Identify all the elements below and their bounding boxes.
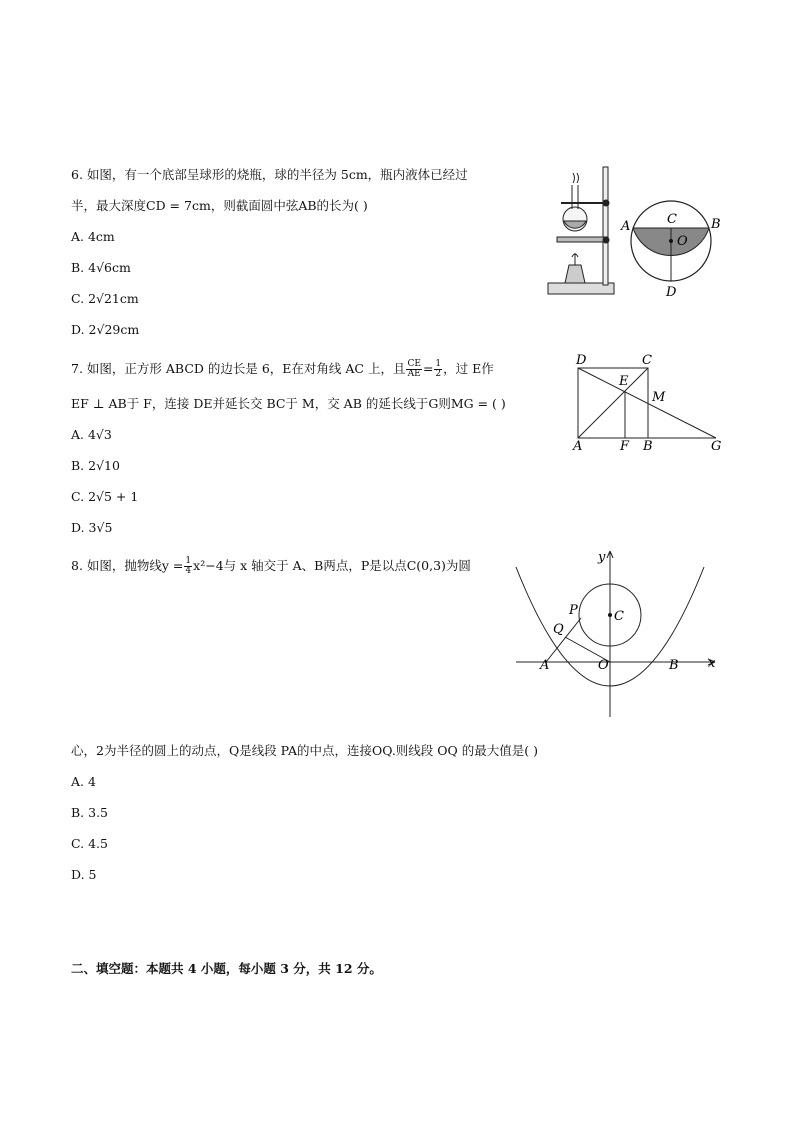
label-x: x bbox=[708, 656, 716, 671]
label-b: B bbox=[669, 658, 679, 673]
q8-text-line2: 心，2为半径的圆上的动点，Q是线段 PA的中点，连接OQ.则线段 OQ 的最大值是( ) bbox=[71, 743, 538, 758]
q7-line1-pre: 7. 如图，正方形 ABCD 的边长是 6，E在对角线 AC 上，且 bbox=[71, 361, 406, 376]
q6-option-c: C. 2√21cm bbox=[71, 291, 139, 306]
label-d: D bbox=[666, 285, 677, 300]
label-o: O bbox=[677, 234, 688, 249]
q7-text-line1 bbox=[71, 360, 494, 379]
q8-coef-fraction: $\frac{1}{4}$ bbox=[185, 556, 192, 576]
label-a: A bbox=[621, 219, 631, 234]
section-2-heading: 二、填空题：本题共 4 小题，每小题 3 分，共 12 分。 bbox=[71, 961, 382, 976]
label-a: A bbox=[540, 658, 550, 673]
label-q: Q bbox=[553, 622, 564, 637]
q7-option-d: D. 3√5 bbox=[71, 520, 113, 535]
diagonal-ac bbox=[578, 368, 648, 438]
label-c: C bbox=[614, 609, 624, 624]
label-g: G bbox=[711, 439, 722, 454]
center-point bbox=[669, 239, 673, 243]
q7-option-c: C. 2√5 + 1 bbox=[71, 489, 139, 504]
q6-option-a: A. 4cm bbox=[71, 229, 115, 244]
label-b: B bbox=[711, 217, 721, 232]
point-c bbox=[608, 613, 612, 617]
label-p: P bbox=[569, 603, 578, 618]
label-a: A bbox=[573, 439, 583, 454]
q8-option-a: A. 4 bbox=[71, 774, 96, 789]
label-y: y bbox=[598, 550, 606, 565]
q8-option-b: B. 3.5 bbox=[71, 805, 109, 820]
label-o: O bbox=[598, 658, 609, 673]
q6-text-line2: 半，最大深度CD = 7cm，则截面圆中弦AB的长为( ) bbox=[71, 198, 368, 213]
retort-stand bbox=[548, 167, 614, 294]
q6-text-line1: 6. 如图，有一个底部呈球形的烧瓶，球的半径为 5cm，瓶内液体已经过 bbox=[71, 167, 468, 182]
q6-option-d: D. 2√29cm bbox=[71, 322, 140, 337]
q7-option-b: B. 2√10 bbox=[71, 458, 120, 473]
q7-half-fraction: $\frac{1}{2}$ bbox=[435, 359, 442, 379]
q7-equals: = bbox=[422, 361, 434, 376]
q8-option-c: C. 4.5 bbox=[71, 836, 108, 851]
label-f: F bbox=[620, 439, 630, 454]
q7-option-a: A. 4√3 bbox=[71, 427, 112, 442]
q8-option-d: D. 5 bbox=[71, 867, 97, 882]
label-c: C bbox=[642, 353, 652, 368]
q6-circle-section-figure bbox=[618, 196, 726, 300]
label-b: B bbox=[643, 439, 653, 454]
q7-ratio-fraction: $\frac{CE}{AE}$ bbox=[407, 359, 421, 379]
q8-line1-post: x²−4与 x 轴交于 A、B两点，P是以点C(0,3)为圆 bbox=[193, 558, 471, 573]
q8-parabola-figure bbox=[510, 545, 725, 720]
q7-text-line2: EF ⊥ AB于 F，连接 DE并延长交 BC于 M，交 AB 的延长线于G则MG = ( ) bbox=[71, 396, 506, 411]
q8-line1-pre: 8. 如图，抛物线y = bbox=[71, 558, 184, 573]
segment-dg bbox=[578, 368, 716, 438]
label-d: D bbox=[576, 353, 587, 368]
q7-line1-post: ，过 E作 bbox=[443, 361, 494, 376]
q8-text-line1 bbox=[71, 557, 471, 576]
label-e: E bbox=[619, 374, 629, 389]
label-c: C bbox=[667, 212, 677, 227]
label-m: M bbox=[652, 390, 666, 405]
q6-flask-apparatus-figure bbox=[543, 165, 623, 301]
q6-option-b: B. 4√6cm bbox=[71, 260, 131, 275]
q7-square-figure bbox=[566, 350, 726, 456]
